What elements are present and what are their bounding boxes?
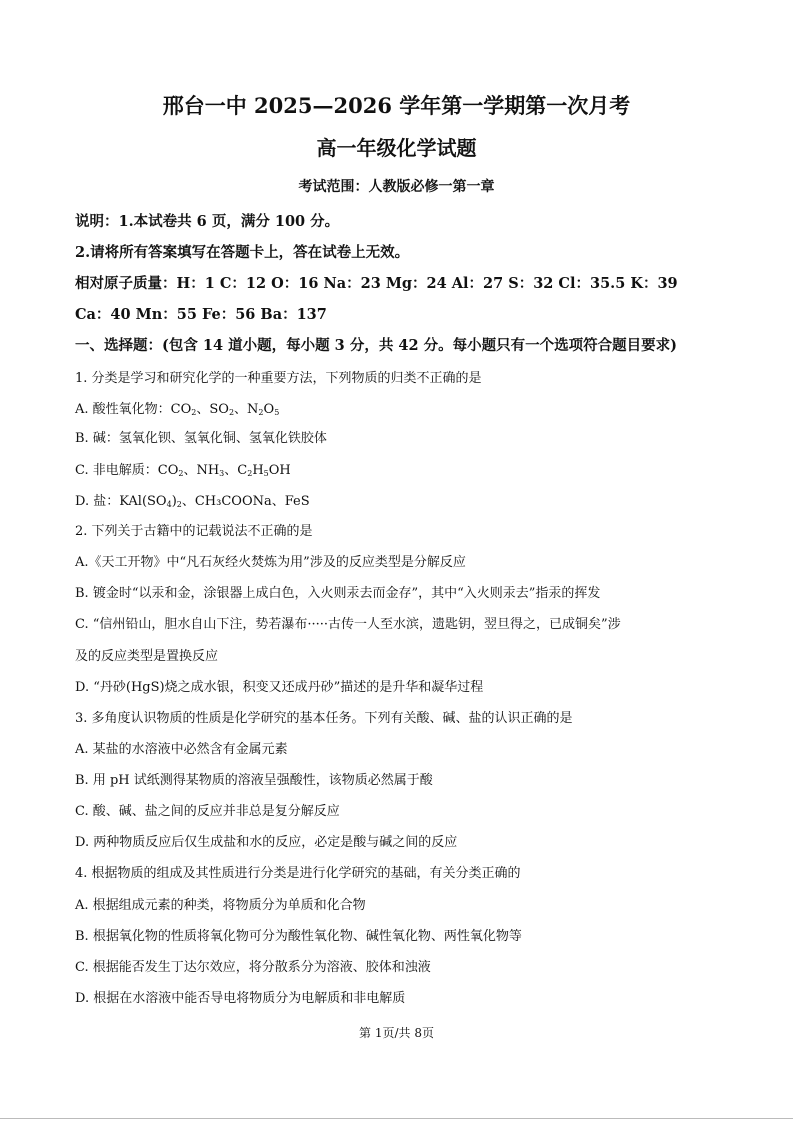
note-line-2: 2.请将所有答案填写在答题卡上，答在试卷上无效。 xyxy=(75,244,410,261)
question-2-option-c-cont: 及的反应类型是置换反应 xyxy=(75,649,219,664)
question-3-option-a: A. 某盐的水溶液中必然含有金属元素 xyxy=(75,742,288,757)
question-1-option-b: B. 碱：氢氧化钡、氢氧化铜、氢氧化铁胶体 xyxy=(75,431,327,446)
question-2-option-b: B. 镀金时“以汞和金，涂银器上成白色，入火则汞去而金存”，其中“入火则汞去”指汞的挥发 xyxy=(75,586,601,601)
question-4-option-d: D. 根据在水溶液中能否导电将物质分为电解质和非电解质 xyxy=(75,991,406,1006)
question-2-option-c: C. “信州铅山，胆水自山下注，势若瀑布·····古传一人至水滨，遗匙钥，翌旦得之，已成铜矣”涉 xyxy=(75,617,621,632)
atomic-masses-line-1: 相对原子质量：H：1 C：12 O：16 Na：23 Mg：24 Al：27 S：32 Cl：35.5 K：39 xyxy=(75,275,678,292)
question-4-option-b: B. 根据氧化物的性质将氧化物可分为酸性氧化物、碱性氧化物、两性氧化物等 xyxy=(75,929,522,944)
question-3-option-b: B. 用 pH 试纸测得某物质的溶液呈强酸性，该物质必然属于酸 xyxy=(75,773,433,788)
question-1-option-d: D. 盐：$KAl(SO_4)_2$、CH₃COONa、FeS xyxy=(75,494,310,509)
question-3-option-d: D. 两种物质反应后仅生成盐和水的反应，必定是酸与碱之间的反应 xyxy=(75,835,458,850)
question-1-option-c: C. 非电解质：$CO_2$、$NH_3$、$C_2H_5OH$ xyxy=(75,463,291,478)
question-2-option-d: D. “丹砂(HgS)烧之成水银，积变又还成丹砂”描述的是升华和凝华过程 xyxy=(75,680,484,695)
atomic-masses-line-2: Ca：40 Mn：55 Fe：56 Ba：137 xyxy=(75,306,327,323)
question-3-option-c: C. 酸、碱、盐之间的反应并非总是复分解反应 xyxy=(75,804,340,819)
exam-title: 邢台一中 2025—2026 学年第一学期第一次月考 xyxy=(162,93,631,118)
note-line-1: 说明：1.本试卷共 6 页，满分 100 分。 xyxy=(75,213,340,230)
question-2-option-a: A.《天工开物》中“凡石灰经火焚炼为用”涉及的反应类型是分解反应 xyxy=(75,555,466,570)
question-4-option-a: A. 根据组成元素的种类，将物质分为单质和化合物 xyxy=(75,898,366,913)
page-bottom-divider xyxy=(0,1118,793,1119)
page-number: 第 1页/共 8页 xyxy=(359,1026,434,1040)
question-1-stem: 1. 分类是学习和研究化学的一种重要方法，下列物质的归类不正确的是 xyxy=(75,371,482,386)
question-4-option-c: C. 根据能否发生丁达尔效应，将分散系分为溶液、胶体和浊液 xyxy=(75,960,431,975)
question-4-stem: 4. 根据物质的组成及其性质进行分类是进行化学研究的基础，有关分类正确的 xyxy=(75,866,521,881)
question-2-stem: 2. 下列关于古籍中的记载说法不正确的是 xyxy=(75,524,313,539)
question-1-option-a: A. 酸性氧化物：$CO_2$、$SO_2$、$N_2O_5$ xyxy=(75,402,280,417)
exam-subtitle: 高一年级化学试题 xyxy=(316,136,477,160)
question-3-stem: 3. 多角度认识物质的性质是化学研究的基本任务。下列有关酸、碱、盐的认识正确的是 xyxy=(75,711,573,726)
exam-scope: 考试范围：人教版必修一第一章 xyxy=(298,179,495,195)
section-heading: 一、选择题：(包含 14 道小题，每小题 3 分，共 42 分。每小题只有一个选项符合题目要求) xyxy=(75,337,677,354)
